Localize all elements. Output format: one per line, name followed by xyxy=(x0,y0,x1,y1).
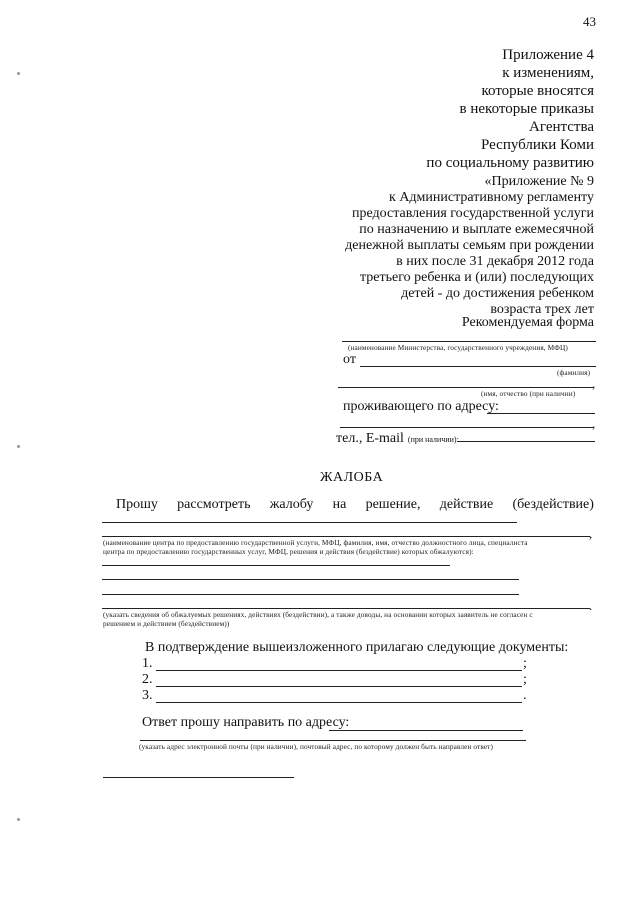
details-period: . xyxy=(589,598,593,613)
document-item-end: . xyxy=(523,688,527,703)
annex-line: в них после 31 декабря 2012 года xyxy=(396,254,594,269)
appendix-header xyxy=(426,46,594,172)
name-caption: (имя, отчество (при наличии) xyxy=(481,389,576,398)
request-line xyxy=(116,497,594,513)
annex-line: предоставления государственной услуги xyxy=(352,206,594,221)
address-field-2[interactable] xyxy=(340,427,593,428)
annex-line: к Административному регламенту xyxy=(389,190,594,205)
document-item-field[interactable] xyxy=(156,670,522,671)
annex-line: «Приложение № 9 xyxy=(484,174,594,189)
document-title: ЖАЛОБА xyxy=(320,470,384,485)
documents-intro: В подтверждение вышеизложенного прилагаю следующие документы: xyxy=(145,640,569,655)
address-comma: , xyxy=(592,416,596,431)
details-field-2[interactable] xyxy=(102,579,519,580)
details-caption-1: (указать сведения об обжалуемых решениях, действиях (бездействии), а также доводы, на основании которых заявитель не согласен с xyxy=(103,610,533,619)
details-field-3[interactable] xyxy=(102,594,519,595)
request-field-1[interactable] xyxy=(102,522,517,523)
request-word: решение, xyxy=(365,497,421,512)
response-label: Ответ прошу направить по адресу: xyxy=(142,715,350,730)
header-line: к изменениям, xyxy=(502,65,594,81)
phone-label: тел., E-mail xyxy=(336,431,404,446)
annex-header xyxy=(345,174,594,318)
name-field[interactable] xyxy=(338,387,593,388)
response-field-2[interactable] xyxy=(140,740,526,741)
response-field-1[interactable] xyxy=(329,730,523,731)
surname-field[interactable] xyxy=(360,366,596,367)
document-item-number: 1. xyxy=(142,656,153,671)
document-item-end: ; xyxy=(523,672,527,687)
binder-dot xyxy=(17,445,20,448)
binder-dot xyxy=(17,818,20,821)
details-caption-2: решением и действием (бездействием)) xyxy=(103,619,230,628)
document-item-number: 2. xyxy=(142,672,153,687)
header-line: Агентства xyxy=(529,119,594,135)
page-number: 43 xyxy=(583,14,596,29)
request-word: рассмотреть xyxy=(177,497,251,512)
phone-email-row xyxy=(336,429,459,447)
phone-email-field[interactable] xyxy=(457,441,595,442)
annex-line: третьего ребенка и (или) последующих xyxy=(360,270,594,285)
request-word: на xyxy=(332,497,347,512)
request-field-2[interactable] xyxy=(102,536,590,537)
header-line: в некоторые приказы xyxy=(459,101,594,117)
signature-field[interactable] xyxy=(103,777,294,778)
address-field-1[interactable] xyxy=(487,413,595,414)
details-field-4[interactable] xyxy=(102,608,590,609)
document-item-number: 3. xyxy=(142,688,153,703)
document-item-field[interactable] xyxy=(156,702,522,703)
organization-field[interactable] xyxy=(342,341,596,342)
annex-line: денежной выплаты семьям при рождении xyxy=(345,238,594,253)
subject-caption-2: центра по предоставлению государственных услуг, МФЦ, решения и действия (бездействие) которых обжалуются): xyxy=(103,547,474,556)
details-field-1[interactable] xyxy=(102,565,450,566)
header-line: которые вносятся xyxy=(481,83,594,99)
from-label: от xyxy=(343,352,356,367)
request-word: действие xyxy=(439,497,494,512)
request-comma: , xyxy=(589,526,593,541)
document-item-field[interactable] xyxy=(156,686,522,687)
request-word: (бездействие) xyxy=(512,497,594,512)
phone-note: (при наличии): xyxy=(407,435,459,444)
annex-line: возраста трех лет xyxy=(490,302,594,317)
residing-label: проживающего по адресу: xyxy=(343,399,499,414)
subject-caption-1: (наименование центра по предоставлению государственной услуги, МФЦ, фамилия, имя, отчество должностного лица, специалиста xyxy=(103,538,528,547)
header-line: Республики Коми xyxy=(481,137,594,153)
header-line: по социальному развитию xyxy=(426,155,594,171)
binder-dot xyxy=(17,72,20,75)
request-word: Прошу xyxy=(116,497,158,512)
surname-caption: (фамилия) xyxy=(557,368,591,377)
organization-caption: (наименование Министерства, государственного учреждения, МФЦ) xyxy=(348,343,568,352)
request-word: жалобу xyxy=(269,497,314,512)
header-line: Приложение 4 xyxy=(502,47,594,63)
name-comma: , xyxy=(592,376,596,391)
annex-line: детей - до достижения ребенком xyxy=(401,286,594,301)
response-caption: (указать адрес электронной почты (при наличии), почтовый адрес, по которому должен быть направлен ответ) xyxy=(139,742,494,751)
annex-line: по назначению и выплате ежемесячной xyxy=(359,222,594,237)
recommended-form-label: Рекомендуемая форма xyxy=(461,315,594,330)
document-item-end: ; xyxy=(523,656,527,671)
